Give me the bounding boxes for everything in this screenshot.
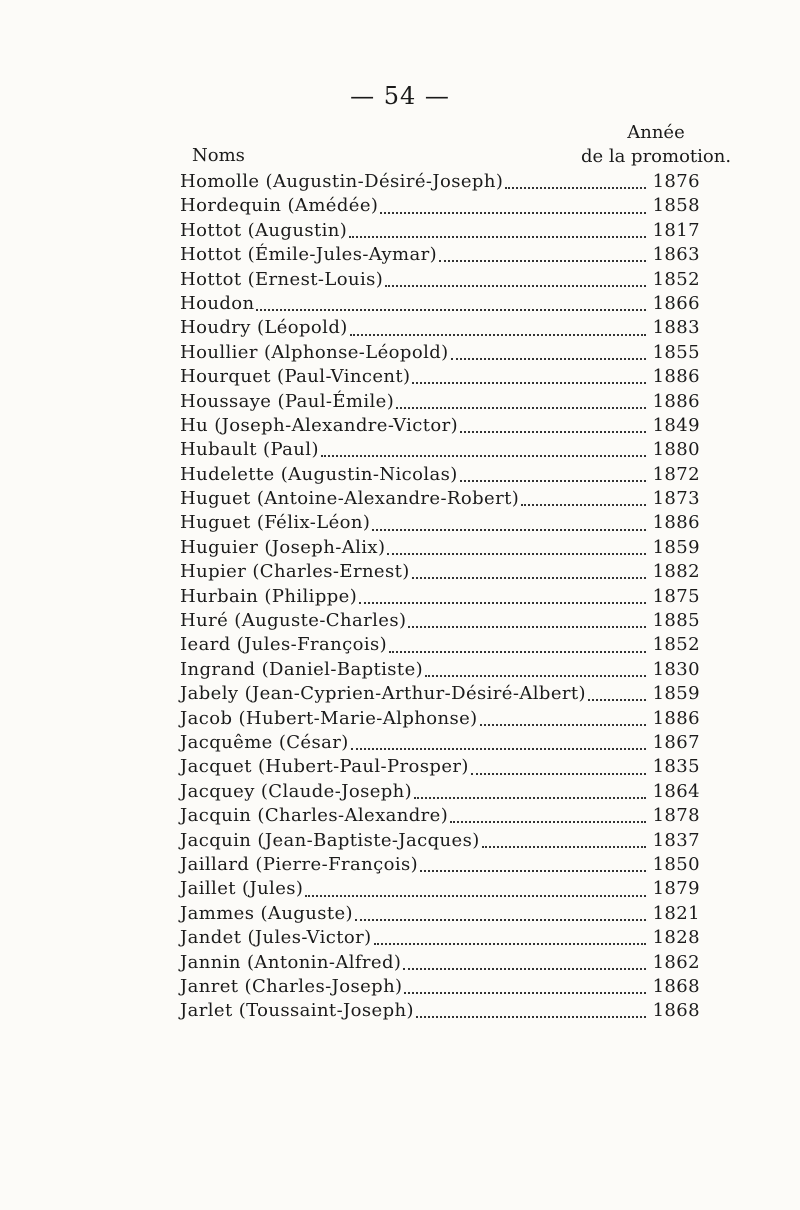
list-item (180, 951, 700, 975)
dot-leader (385, 285, 646, 287)
entry-name: Jacquin (Charles-Alexandre) (180, 805, 449, 827)
list-item (180, 682, 700, 706)
list-item (180, 804, 700, 828)
entry-year: 1868 (652, 1000, 700, 1022)
list-item (180, 243, 700, 267)
dot-leader (305, 895, 646, 897)
dot-leader (521, 504, 646, 506)
list-item (180, 268, 700, 292)
dot-leader (396, 407, 646, 409)
list-item (180, 316, 700, 340)
list-item (180, 780, 700, 804)
list-item (180, 463, 700, 487)
entry-name: Houdon (180, 292, 255, 314)
entry-year: 1879 (652, 878, 700, 900)
entry-name: Hubault (Paul) (180, 439, 319, 461)
entry-name: Huguet (Félix-Léon) (180, 512, 371, 534)
entry-year: 1876 (652, 171, 700, 192)
entry-name: Hottot (Ernest-Louis) (180, 268, 384, 290)
year-header-line1: Année (627, 122, 685, 143)
entry-year: 1868 (652, 975, 700, 997)
list-item (180, 999, 700, 1023)
dot-leader (439, 260, 646, 262)
list-item (180, 536, 700, 560)
list-item (180, 975, 700, 999)
list-item (180, 292, 700, 316)
entry-year: 1862 (652, 951, 700, 973)
year-column-header (576, 121, 736, 169)
entry-name: Homolle (Augustin-Désiré-Joseph) (180, 171, 504, 192)
entry-name: Jammes (Auguste) (180, 902, 353, 924)
entry-year: 1852 (652, 634, 700, 656)
list-item (180, 829, 700, 853)
year-header-line2: de la promotion. (580, 146, 732, 167)
entry-year: 1866 (652, 292, 700, 314)
entry-year: 1886 (652, 512, 700, 534)
entry-year: 1849 (652, 414, 700, 436)
list-item (180, 219, 700, 243)
list-item (180, 560, 700, 584)
entry-name: Jabely (Jean-Cyprien-Arthur-Désiré-Albert) (180, 683, 586, 705)
dot-leader (408, 626, 646, 628)
entry-name: Hupier (Charles-Ernest) (180, 561, 410, 583)
dot-leader (374, 943, 646, 945)
entry-name: Houllier (Alphonse-Léopold) (180, 341, 449, 363)
list-item (180, 877, 700, 901)
dot-leader (372, 529, 646, 531)
entry-year: 1880 (652, 439, 700, 461)
list-item (180, 902, 700, 926)
dot-leader (505, 187, 646, 189)
entry-name: Ieard (Jules-François) (180, 634, 388, 656)
entry-name: Jacquey (Claude-Joseph) (180, 780, 413, 802)
dot-leader (359, 602, 646, 604)
entry-year: 1859 (652, 536, 700, 558)
list-item (180, 609, 700, 633)
dot-leader (321, 455, 646, 457)
entry-year: 1875 (652, 585, 700, 607)
entry-name: Hordequin (Amédée) (180, 195, 379, 217)
dot-leader (387, 553, 646, 555)
dot-leader (404, 992, 646, 994)
names-column-header: Noms (192, 145, 245, 166)
entry-name: Ingrand (Daniel-Baptiste) (180, 658, 424, 680)
dot-leader (471, 773, 646, 775)
entry-name: Jannin (Antonin-Alfred) (180, 951, 402, 973)
entry-name: Hurbain (Philippe) (180, 585, 358, 607)
entry-year: 1867 (652, 731, 700, 753)
dot-leader (412, 382, 646, 384)
entry-year: 1830 (652, 658, 700, 680)
list-item (180, 731, 700, 755)
entry-name: Houssaye (Paul-Émile) (180, 390, 395, 412)
list-item (180, 170, 700, 194)
dot-leader (451, 358, 646, 360)
name-list (180, 170, 700, 1024)
list-item (180, 487, 700, 511)
dot-leader (256, 309, 646, 311)
entry-year: 1872 (652, 463, 700, 485)
entry-name: Jaillard (Pierre-François) (180, 853, 419, 875)
entry-name: Janret (Charles-Joseph) (180, 975, 403, 997)
dot-leader (425, 675, 646, 677)
dot-leader (350, 334, 646, 336)
list-item (180, 194, 700, 218)
dot-leader (482, 846, 646, 848)
entry-name: Huguier (Joseph-Alix) (180, 536, 386, 558)
entry-year: 1864 (652, 780, 700, 802)
list-item (180, 511, 700, 535)
dot-leader (460, 431, 646, 433)
entry-year: 1886 (652, 390, 700, 412)
dot-leader (349, 236, 646, 238)
dot-leader (588, 699, 646, 701)
entry-name: Jandet (Jules-Victor) (180, 927, 372, 949)
entry-name: Huré (Auguste-Charles) (180, 610, 407, 632)
entry-name: Jacob (Hubert-Marie-Alphonse) (180, 707, 478, 729)
list-item (180, 390, 700, 414)
dot-leader (450, 821, 646, 823)
list-item (180, 853, 700, 877)
dot-leader (380, 212, 646, 214)
list-item (180, 658, 700, 682)
list-item (180, 707, 700, 731)
entry-name: Hu (Joseph-Alexandre-Victor) (180, 414, 459, 436)
dot-leader (416, 1016, 646, 1018)
list-item (180, 365, 700, 389)
entry-name: Hottot (Émile-Jules-Aymar) (180, 244, 438, 266)
list-item (180, 341, 700, 365)
list-item (180, 585, 700, 609)
entry-year: 1885 (652, 610, 700, 632)
list-item (180, 755, 700, 779)
entry-name: Jacquet (Hubert-Paul-Prosper) (180, 756, 469, 778)
page-number: — 54 — (350, 82, 450, 110)
entry-name: Hudelette (Augustin-Nicolas) (180, 463, 458, 485)
dot-leader (480, 724, 646, 726)
list-item (180, 926, 700, 950)
dot-leader (460, 480, 646, 482)
dot-leader (355, 919, 646, 921)
entry-year: 1878 (652, 805, 700, 827)
entry-year: 1873 (652, 488, 700, 510)
dot-leader (351, 748, 646, 750)
entry-year: 1858 (652, 195, 700, 217)
entry-year: 1821 (652, 902, 700, 924)
entry-year: 1817 (652, 219, 700, 241)
entry-year: 1835 (652, 756, 700, 778)
list-item (180, 414, 700, 438)
dot-leader (389, 651, 646, 653)
dot-leader (414, 797, 646, 799)
entry-name: Jacquin (Jean-Baptiste-Jacques) (180, 829, 480, 851)
entry-year: 1859 (652, 683, 700, 705)
entry-year: 1886 (652, 366, 700, 388)
entry-year: 1837 (652, 829, 700, 851)
entry-year: 1855 (652, 341, 700, 363)
entry-name: Jacquême (César) (180, 731, 349, 753)
entry-year: 1883 (652, 317, 700, 339)
dot-leader (412, 577, 646, 579)
entry-year: 1852 (652, 268, 700, 290)
entry-name: Hottot (Augustin) (180, 219, 348, 241)
entry-year: 1850 (652, 853, 700, 875)
entry-name: Hourquet (Paul-Vincent) (180, 366, 411, 388)
entry-year: 1828 (652, 927, 700, 949)
list-item (180, 633, 700, 657)
dot-leader (420, 870, 646, 872)
entry-name: Jaillet (Jules) (180, 878, 304, 900)
entry-year: 1882 (652, 561, 700, 583)
entry-year: 1886 (652, 707, 700, 729)
entry-name: Jarlet (Toussaint-Joseph) (180, 1000, 414, 1022)
entry-name: Houdry (Léopold) (180, 317, 348, 339)
dot-leader (403, 968, 646, 970)
entry-name: Huguet (Antoine-Alexandre-Robert) (180, 488, 520, 510)
entry-year: 1863 (652, 244, 700, 266)
list-item (180, 438, 700, 462)
